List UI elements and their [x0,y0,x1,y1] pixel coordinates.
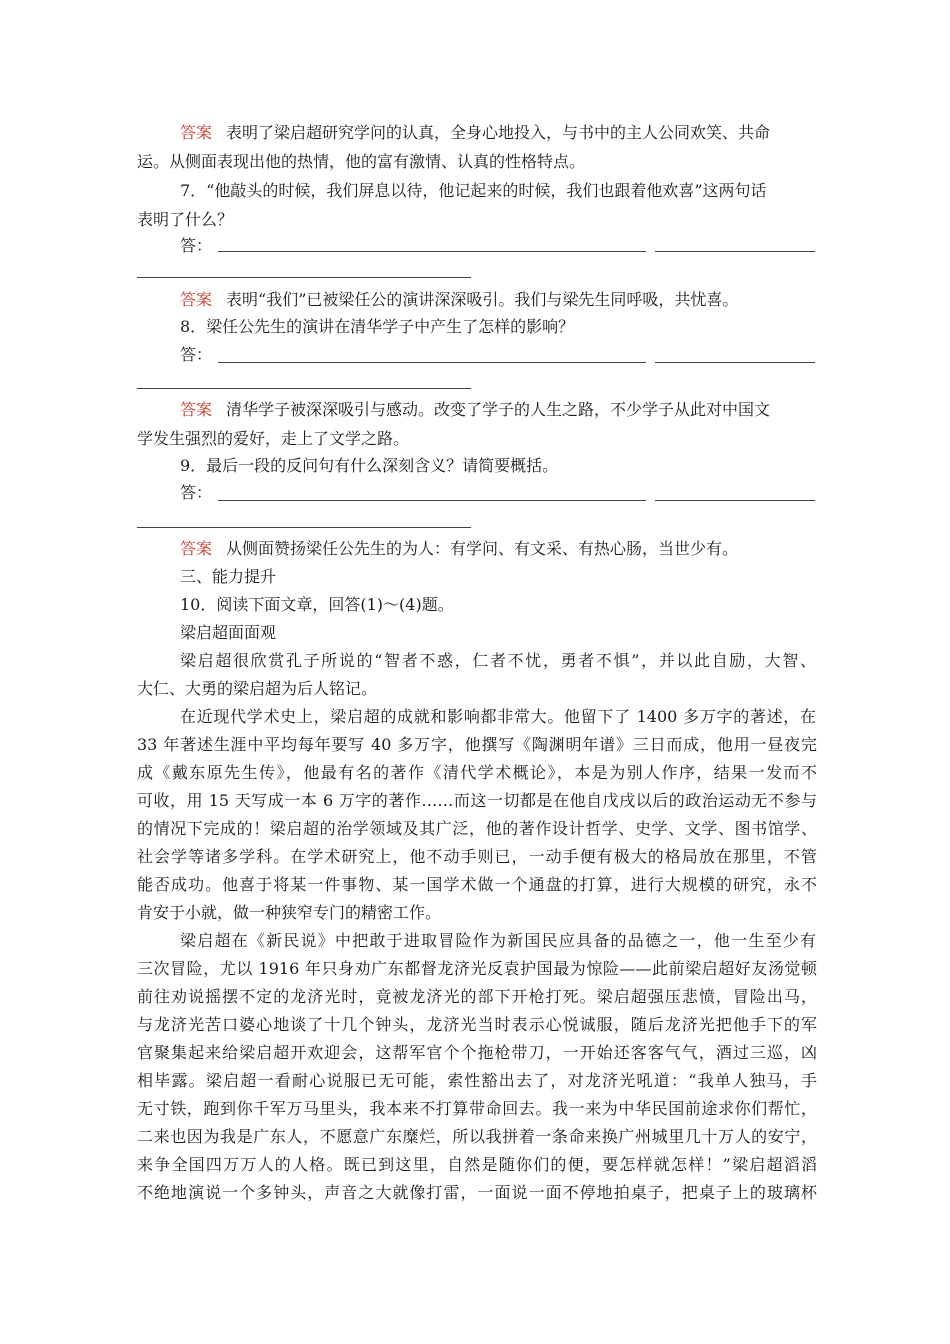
article-line: 肯安于小就，做一种狭窄专门的精密工作。 [137,903,442,922]
article-line: 二来也因为我是广东人，不愿意广东糜烂，所以我拼着一条命来换广州城里几十万人的安宁， [137,1127,817,1146]
answer-label: 答案 [180,290,213,309]
q7-answer-blank-2[interactable] [655,251,815,252]
q7-answer-blank-3[interactable] [137,277,471,278]
q7-answer-prompt: 答： [180,236,213,255]
answer-label: 答案 [180,400,213,419]
article-line: 梁启超在《新民说》中把敢于进取冒险作为新国民应具备的品德之一，他一生至少有 [180,931,816,950]
answer-text: 表明了梁启超研究学问的认真，全身心地投入，与书中的主人公同欢笑、共命 [226,123,771,142]
q8-answer-line1 [180,399,820,421]
article-line: 在近现代学术史上，梁启超的成就和影响都非常大。他留下了 1400 多万字的著述，在 [180,707,816,726]
article-line: 三次冒险，尤以 1916 年只身劝广东都督龙济光反袁护国最为惊险——此前梁启超好友汤觉顿 [137,959,817,978]
article-line: 不绝地演说一个多钟头，声音之大就像打雷，一面说一面不停地拍桌子，把桌子上的玻璃杯 [137,1183,817,1202]
article-line: 能否成功。他喜于将某一件事物、某一国学术做一个通盘的打算，进行大规模的研究，永不 [137,875,817,894]
q9-question: 9．最后一段的反问句有什么深刻含义？请简要概括。 [180,456,559,475]
q8-answer-blank-2[interactable] [655,362,815,363]
q7-question-line2: 表明了什么？ [137,210,234,229]
answer-text: 清华学子被深深吸引与感动。改变了学子的人生之路，不少学子从此对中国文 [226,400,771,419]
q7-answer-blank-1[interactable] [218,251,646,252]
article-line: 社会学等诸多学科。在学术研究上，他不动手则已，一动手便有极大的格局放在那里，不管 [137,847,817,866]
article-line: 来争全国四万万人的人格。既已到这里，自然是随你们的便，要怎样就怎样！”梁启超滔滔 [137,1155,817,1174]
article-line: 33 年著述生涯中平均每年要写 40 多万字，他撰写《陶渊明年谱》三日而成，他用一昼夜完 [137,735,817,754]
q9-answer [180,538,820,560]
q10-instruction: 10．阅读下面文章，回答(1)～(4)题。 [180,595,454,614]
q7-answer [180,289,820,311]
article-line: 成《戴东原先生传》，他最有名的著作《清代学术概论》，本是为别人作序，结果一发而不 [137,763,817,782]
q8-answer-line2: 学发生强烈的爱好，走上了文学之路。 [137,429,410,448]
article-line: 大仁、大勇的梁启超为后人铭记。 [137,679,378,698]
article-title: 梁启超面面观 [180,623,277,642]
q9-answer-blank-1[interactable] [218,500,646,501]
article-line: 可收，用 15 天写成一本 6 万字的著作……而这一切都是在他自戊戌以后的政治运动无不参与 [137,791,817,810]
answer-label: 答案 [180,123,213,142]
article-line: 相毕露。梁启超一看耐心说服已无可能，索性豁出去了，对龙济光吼道：“我单人独马，手 [137,1071,817,1090]
q8-answer-blank-1[interactable] [218,362,646,363]
article-line: 与龙济光苦口婆心地谈了十几个钟头，龙济光当时表示心悦诚服，随后龙济光把他手下的军 [137,1015,817,1034]
q7-question-line1: 7．“他敲头的时候，我们屏息以待，他记起来的时候，我们也跟着他欢喜”这两句话 [180,181,767,200]
q9-answer-blank-3[interactable] [137,527,471,528]
article-line: 无寸铁，跑到你千军万马里头，我本来不打算带命回去。我一来为中华民国前途求你们帮忙， [137,1099,817,1118]
q9-answer-prompt: 答： [180,483,213,502]
answer-label: 答案 [180,539,213,558]
q6-answer-line1 [180,122,820,144]
q6-answer-line2: 运。从侧面表现出他的热情，他的富有激情、认真的性格特点。 [137,152,586,171]
article-line: 前往劝说摇摆不定的龙济光时，竟被龙济光的部下开枪打死。梁启超强压悲愤，冒险出马， [137,987,817,1006]
answer-text: 表明“我们”已被梁任公的演讲深深吸引。我们与梁先生同呼吸，共忧喜。 [226,290,739,309]
article-line: 官聚集起来给梁启超开欢迎会，这帮军官个个拖枪带刀，一开始还客客气气，酒过三巡，凶 [137,1043,817,1062]
answer-text: 从侧面赞扬梁任公先生的为人：有学问、有文采、有热心肠，当世少有。 [226,539,739,558]
article-line: 的情况下完成的！梁启超的治学领域及其广泛，他的著作设计哲学、史学、文学、图书馆学、 [137,819,817,838]
q8-answer-prompt: 答： [180,345,213,364]
section-heading: 三、能力提升 [180,567,277,586]
q8-answer-blank-3[interactable] [137,388,471,389]
q9-answer-blank-2[interactable] [655,500,815,501]
q8-question: 8．梁任公先生的演讲在清华学子中产生了怎样的影响？ [180,317,575,336]
article-line: 梁启超很欣赏孔子所说的“智者不惑，仁者不忧，勇者不惧”，并以此自励，大智、 [180,651,816,670]
